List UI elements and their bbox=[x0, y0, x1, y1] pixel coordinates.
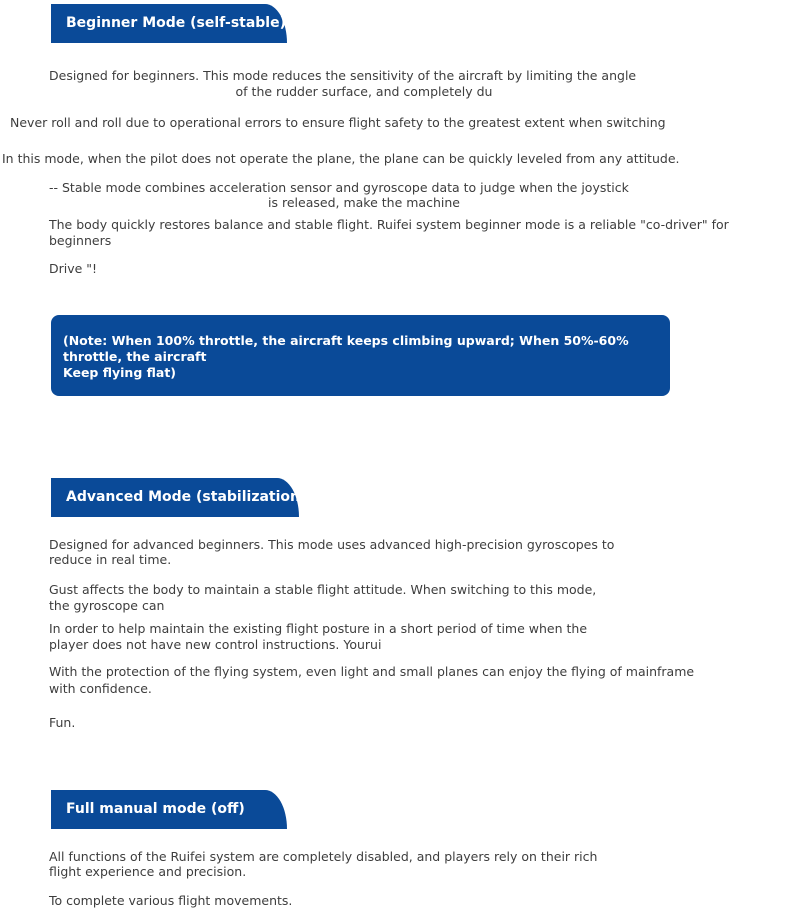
note-line-2: throttle, the aircraft bbox=[63, 349, 207, 364]
beginner-line-7: The body quickly restores balance and stable flight. Ruifei system beginner mode is a reliable "co-driver" for bbox=[49, 217, 729, 232]
advanced-line-7: With the protection of the flying system, even light and small planes can enjoy the flying of mainframe bbox=[49, 664, 695, 679]
advanced-line-5: In order to help maintain the existing flight posture in a short period of time when the bbox=[49, 621, 588, 636]
advanced-line-9: Fun. bbox=[49, 715, 76, 730]
throttle-note-box bbox=[51, 315, 670, 396]
section-title-manual: Full manual mode (off) bbox=[51, 790, 287, 829]
advanced-line-6: player does not have new control instructions. Yourui bbox=[49, 637, 382, 652]
manual-line-2: flight experience and precision. bbox=[49, 864, 247, 879]
beginner-line-3: Never roll and roll due to operational errors to ensure flight safety to the greatest extent when switching bbox=[10, 115, 666, 130]
advanced-line-1: Designed for advanced beginners. This mode uses advanced high-precision gyroscopes to bbox=[49, 537, 615, 552]
beginner-line-8: beginners bbox=[49, 233, 112, 248]
advanced-line-2: reduce in real time. bbox=[49, 552, 172, 567]
beginner-line-9: Drive "! bbox=[49, 261, 98, 276]
beginner-line-5: -- Stable mode combines acceleration sensor and gyroscope data to judge when the joystick bbox=[49, 180, 629, 195]
section-title-advanced: Advanced Mode (stabilization) bbox=[51, 478, 299, 517]
advanced-line-3: Gust affects the body to maintain a stable flight attitude. When switching to this mode, bbox=[49, 582, 597, 597]
manual-line-3: To complete various flight movements. bbox=[49, 893, 293, 908]
beginner-line-4: In this mode, when the pilot does not operate the plane, the plane can be quickly leveled from any attitude. bbox=[2, 151, 680, 166]
advanced-line-4: the gyroscope can bbox=[49, 598, 165, 613]
advanced-line-8: with confidence. bbox=[49, 681, 152, 696]
manual-line-1: All functions of the Ruifei system are completely disabled, and players rely on their rich bbox=[49, 849, 598, 864]
beginner-line-1: Designed for beginners. This mode reduces the sensitivity of the aircraft by limiting the angle bbox=[49, 68, 637, 83]
beginner-line-2: of the rudder surface, and completely du bbox=[235, 84, 493, 99]
note-line-1: (Note: When 100% throttle, the aircraft keeps climbing upward; When 50%-60% bbox=[63, 333, 629, 348]
beginner-line-6: is released, make the machine bbox=[268, 195, 460, 210]
section-title-beginner: Beginner Mode (self-stable) bbox=[51, 4, 287, 43]
note-line-3: Keep flying flat) bbox=[63, 365, 177, 380]
